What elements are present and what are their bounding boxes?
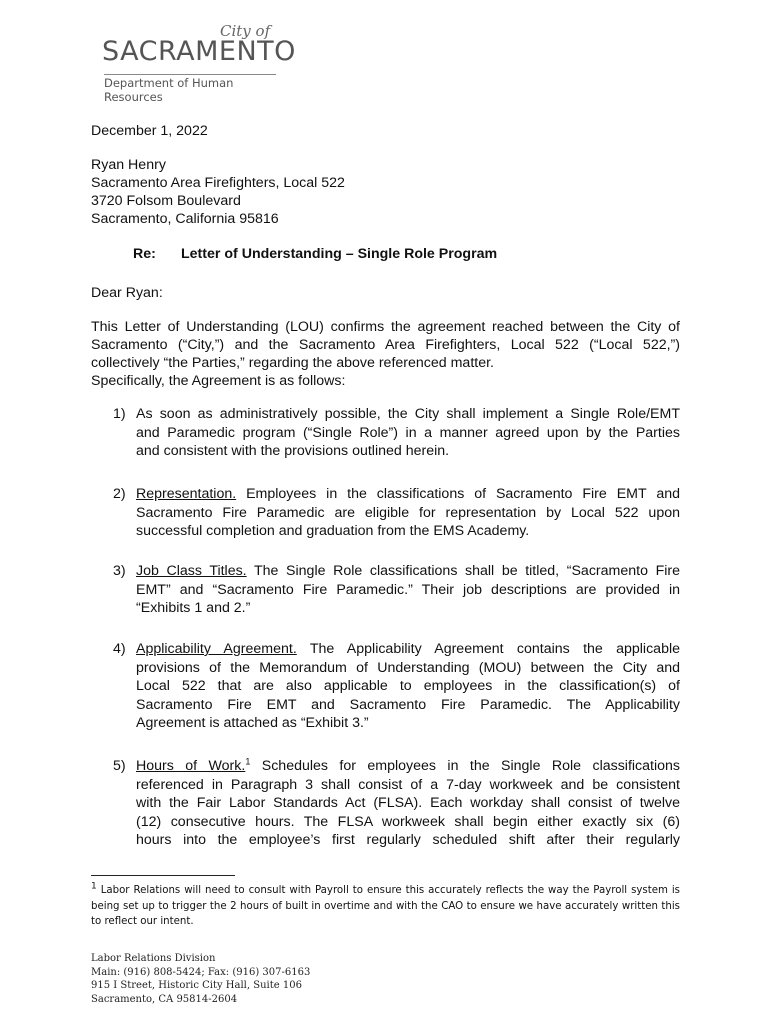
item-number: 4): [113, 641, 126, 657]
item-line: Sacramento Fire Paramedic are eligible for representation by Local 522 upon: [136, 504, 680, 521]
recipient-address: [91, 156, 345, 228]
item-first-line: Job Class Titles. The Single Role classifications shall be titled, “Sacramento Fire: [136, 563, 681, 579]
logo-city-of: City of: [220, 22, 271, 40]
item-heading: Job Class Titles.: [136, 563, 247, 579]
footer-phone: Main: (916) 808-5424; Fax: (916) 307-6163: [91, 966, 311, 978]
salutation: Dear Ryan:: [91, 285, 163, 301]
item-line: “Exhibits 1 and 2.”: [136, 600, 251, 616]
item-line: As soon as administratively possible, the City shall implement a Single Role/EMT: [136, 406, 680, 422]
footnote-line: $^1$ Labor Relations will need to consult with Payroll to ensure this accurately reflects the way the Payroll system is: [91, 881, 680, 896]
item-heading: Hours of Work.: [136, 758, 246, 774]
footnote: [91, 883, 680, 930]
logo-department: Department of Human Resources: [104, 76, 234, 104]
page-footer: [91, 952, 310, 1006]
item-number: 3): [113, 563, 126, 579]
logo-divider: [104, 74, 276, 75]
intro-line: Sacramento (“City,”) and the Sacramento Area Firefighters, Local 522 (“Local 522,”): [91, 337, 680, 353]
item-line: with the Fair Labor Standards Act (FLSA). Each workday shall consist of twelve: [136, 795, 680, 811]
intro-line: This Letter of Understanding (LOU) confirms the agreement reached between the City of: [91, 319, 680, 335]
city-logo: [102, 22, 296, 104]
re-label: Re:: [133, 246, 156, 262]
item-line: (12) consecutive hours. The FLSA workweek shall begin either exactly six (6): [136, 813, 680, 830]
footnote-number: 1: [91, 881, 97, 892]
item-number: 2): [113, 486, 126, 502]
item-number: 5): [113, 758, 126, 774]
item-heading: Representation.: [136, 486, 237, 502]
item-first-line: Hours of Work.$^1$ Schedules for employees in the Single Role classifications: [136, 756, 680, 774]
item-line: and consistent with the provisions outlined herein.: [136, 443, 450, 459]
item-line: hours into the employee’s first regularly scheduled shift after their regularly: [136, 832, 680, 848]
item-line: and Paramedic program (“Single Role”) in a manner agreed upon by the Parties: [136, 424, 680, 441]
recipient-street: 3720 Folsom Boulevard: [91, 193, 241, 209]
recipient-city: Sacramento, California 95816: [91, 211, 279, 227]
footer-street: 915 I Street, Historic City Hall, Suite 106: [91, 980, 302, 991]
re-subject: Letter of Understanding – Single Role Program: [181, 246, 498, 262]
footnote-line: being set up to trigger the 2 hours of built in overtime and with the CAO to ensure we have accurately written this: [91, 900, 680, 912]
letter-date: December 1, 2022: [91, 123, 208, 139]
item-line: Agreement is attached as “Exhibit 3.”: [136, 715, 369, 731]
item-heading: Applicability Agreement.: [136, 641, 297, 657]
item-line: provisions of the Memorandum of Understanding (MOU) between the City and: [136, 659, 680, 676]
footnote-line: to reflect our intent.: [91, 916, 194, 927]
footer-division: Labor Relations Division: [91, 953, 216, 964]
intro-line: collectively “the Parties,” regarding the above referenced matter.: [91, 355, 494, 371]
item-line: successful completion and graduation from the EMS Academy.: [136, 523, 530, 539]
footnote-reference[interactable]: 1: [245, 756, 251, 767]
item-line: EMT” and “Sacramento Fire Paramedic.” Their job descriptions are provided in: [136, 581, 680, 598]
footer-city: Sacramento, CA 95814-2604: [91, 993, 238, 1005]
item-number: 1): [113, 406, 126, 422]
recipient-organization: Sacramento Area Firefighters, Local 522: [91, 175, 345, 191]
item-first-line: Representation. Employees in the classifications of Sacramento Fire EMT and: [136, 486, 680, 502]
recipient-name: Ryan Henry: [91, 157, 166, 173]
item-first-line: Applicability Agreement. The Applicability Agreement contains the applicable: [136, 641, 680, 657]
intro-line: Specifically, the Agreement is as follows:: [91, 373, 346, 389]
item-line: referenced in Paragraph 3 shall consist of a 7-day workweek and be consistent: [136, 776, 680, 793]
item-line: Sacramento Fire EMT and Sacramento Fire Paramedic. The Applicability: [136, 696, 680, 713]
footnote-divider: [91, 875, 235, 876]
item-line: Local 522 that are also applicable to employees in the classification(s) of: [136, 678, 680, 694]
logo-city-name: SACRAMENTO: [102, 36, 296, 67]
intro-paragraph: [91, 318, 680, 390]
